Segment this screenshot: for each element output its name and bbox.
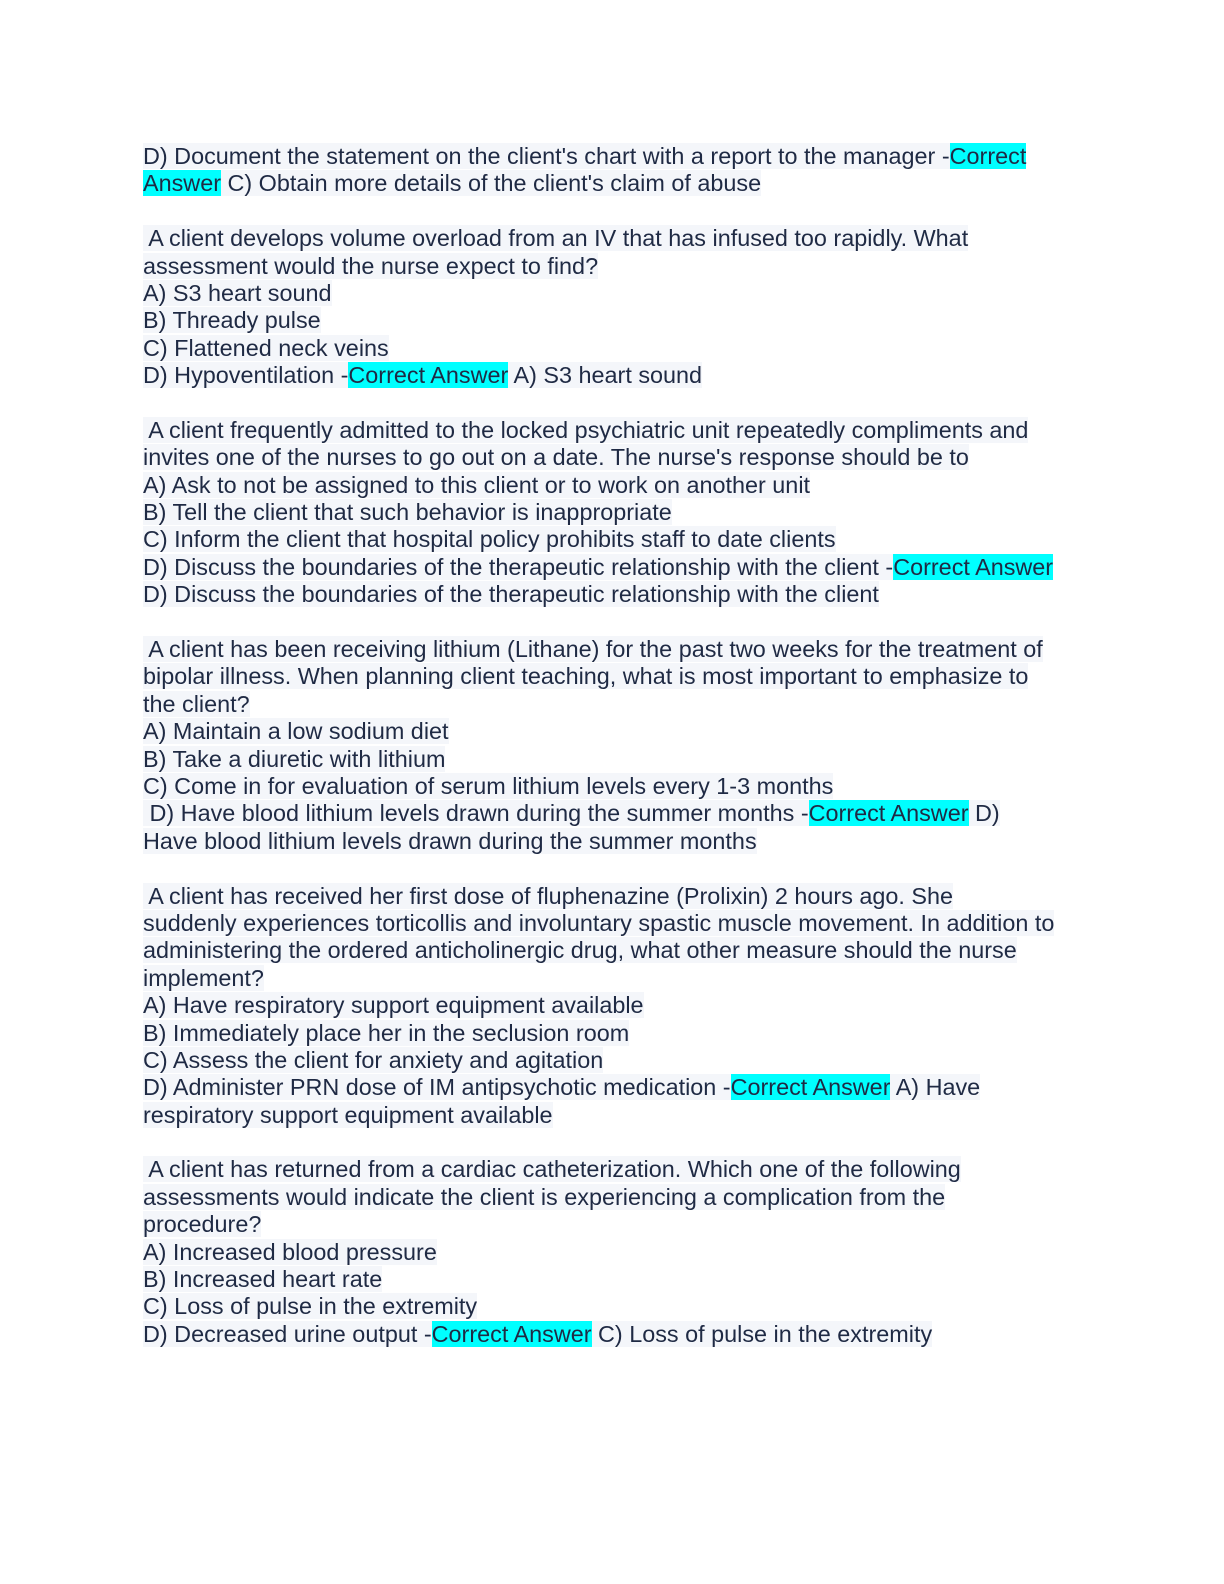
question-stem-line: A client has been receiving lithium (Lithane) for the past two weeks for the treatment of (143, 636, 1043, 663)
correct-answer-highlight: Answer (143, 170, 221, 197)
option-a: A) Have respiratory support equipment available (143, 992, 644, 1019)
correct-answer-highlight: Correct Answer (808, 800, 969, 827)
correct-answer-highlight: Correct Answer (730, 1074, 891, 1101)
option-b: B) Take a diuretic with lithium (143, 745, 446, 772)
question-block-abuse (143, 143, 1083, 198)
option-b: B) Tell the client that such behavior is inappropriate (143, 499, 672, 526)
question-block-volume-overload (143, 225, 1083, 389)
question-stem-line: assessments would indicate the client is experiencing a complication from the (143, 1183, 946, 1210)
question-block-lithium (143, 636, 1083, 855)
question-stem-line: assessment would the nurse expect to find? (143, 252, 599, 279)
option-b: B) Immediately place her in the seclusion room (143, 1019, 630, 1046)
option-d: D) Decreased urine output -Correct Answer C) Loss of pulse in the extremity (143, 1320, 933, 1347)
question-block-psychiatric-date (143, 417, 1083, 609)
question-stem-line: A client develops volume overload from an IV that has infused too rapidly. What (143, 225, 969, 252)
answer-line (143, 1102, 1083, 1129)
question-stem-line: suddenly experiences torticollis and involuntary spastic muscle movement. In addition to (143, 909, 1055, 936)
option-a: A) Ask to not be assigned to this client or to work on another unit (143, 471, 811, 498)
option-d: D) Discuss the boundaries of the therapeutic relationship with the client -Correct Answer (143, 553, 1054, 580)
option-d: D) Administer PRN dose of IM antipsychotic medication -Correct Answer A) Have (143, 1074, 981, 1101)
question-block-cardiac-cath (143, 1156, 1083, 1348)
answer-text: D) (968, 800, 1000, 827)
option-a: A) S3 heart sound (143, 279, 332, 306)
correct-answer-highlight: Correct Answer (348, 362, 509, 389)
answer-line (143, 828, 1083, 855)
question-stem-line: invites one of the nurses to go out on a date. The nurse's response should be to (143, 444, 969, 471)
text-line (143, 170, 1083, 197)
option-d-text: D) Document the statement on the client's chart with a report to the manager - (143, 143, 950, 169)
question-stem-line: A client has returned from a cardiac catheterization. Which one of the following (143, 1156, 961, 1183)
answer-text: C) Obtain more details of the client's claim of abuse (221, 170, 762, 197)
answer-line (143, 581, 1083, 608)
option-a: A) Increased blood pressure (143, 1238, 437, 1265)
question-stem-line: the client? (143, 690, 250, 717)
question-stem-line: A client frequently admitted to the locked psychiatric unit repeatedly compliments and (143, 416, 1029, 443)
option-b: B) Thready pulse (143, 307, 321, 334)
answer-text: D) Discuss the boundaries of the therapeutic relationship with the client (143, 581, 879, 608)
question-stem-line: bipolar illness. When planning client teaching, what is most important to emphasize to (143, 663, 1029, 690)
option-a: A) Maintain a low sodium diet (143, 718, 449, 745)
option-d: D) Have blood lithium levels drawn during the summer months -Correct Answer D) (143, 800, 1000, 827)
answer-text: respiratory support equipment available (143, 1101, 553, 1128)
option-d: D) Hypoventilation -Correct Answer A) S3 heart sound (143, 362, 703, 389)
option-c: C) Inform the client that hospital policy prohibits staff to date clients (143, 526, 836, 553)
question-stem-line: A client has received her first dose of fluphenazine (Prolixin) 2 hours ago. She (143, 882, 954, 909)
answer-text: C) Loss of pulse in the extremity (591, 1320, 933, 1347)
answer-text: A) S3 heart sound (508, 362, 703, 389)
correct-answer-highlight: Correct Answer (893, 553, 1054, 580)
text-line (143, 143, 1083, 170)
answer-text: A) Have (890, 1074, 981, 1101)
question-block-fluphenazine (143, 883, 1083, 1130)
option-c: C) Assess the client for anxiety and agitation (143, 1046, 604, 1073)
answer-text: Have blood lithium levels drawn during the summer months (143, 827, 757, 854)
question-stem-line: administering the ordered anticholinergic drug, what other measure should the nurse (143, 937, 1017, 964)
correct-answer-highlight: Correct Answer (431, 1320, 592, 1347)
option-c: C) Come in for evaluation of serum lithium levels every 1-3 months (143, 772, 834, 799)
correct-answer-highlight: Correct (949, 143, 1027, 169)
option-b: B) Increased heart rate (143, 1266, 383, 1293)
option-c: C) Flattened neck veins (143, 334, 389, 361)
option-c: C) Loss of pulse in the extremity (143, 1293, 478, 1320)
question-stem-line: implement? (143, 964, 264, 991)
question-stem-line: procedure? (143, 1211, 262, 1238)
document-page (143, 143, 1083, 1348)
